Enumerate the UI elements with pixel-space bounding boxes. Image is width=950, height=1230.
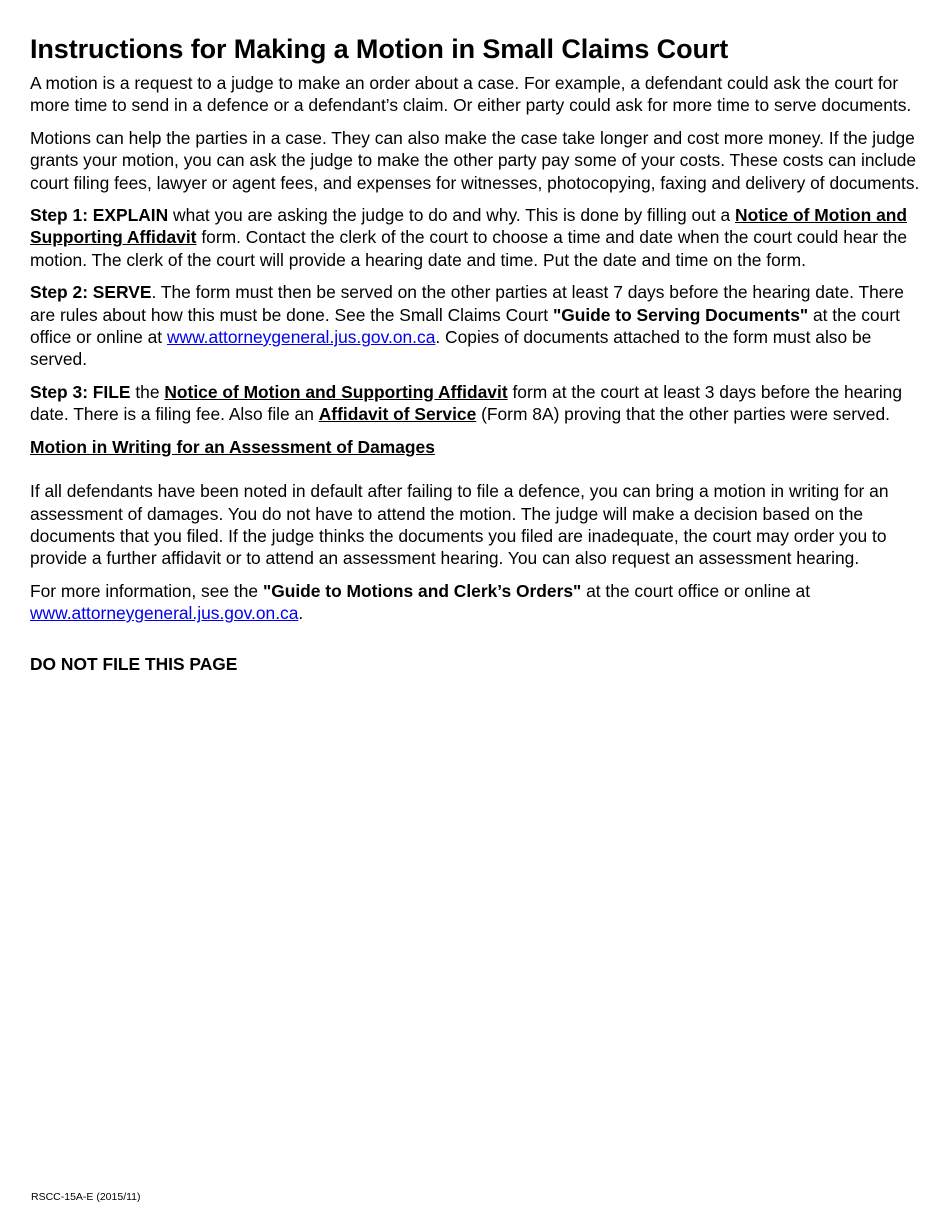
step-3-text-c: (Form 8A) proving that the other parties were served. bbox=[476, 404, 890, 425]
step-2-website-link[interactable]: www.attorneygeneral.jus.gov.on.ca bbox=[166, 327, 436, 348]
more-info-website-link[interactable]: www.attorneygeneral.jus.gov.on.ca bbox=[30, 603, 299, 624]
more-info-text-c: . bbox=[298, 603, 304, 624]
step-1-label: Step 1: EXPLAIN bbox=[30, 205, 169, 226]
step-3-paragraph bbox=[30, 381, 922, 426]
intro-paragraph-1: A motion is a request to a judge to make an order about a case. For example, a defendant could ask the court for more time to send in a defence or a defendant’s claim. Or either party could ask for more time to serve documents. bbox=[30, 73, 912, 116]
step-3-label: Step 3: FILE bbox=[30, 381, 131, 402]
do-not-file-notice: DO NOT FILE THIS PAGE bbox=[30, 653, 238, 674]
instructions-page bbox=[30, 30, 922, 685]
step-3-text-a: the bbox=[130, 381, 165, 402]
more-info-text-a: For more information, see the bbox=[30, 580, 263, 601]
step-3-text-b: form at the court at least 3 days before the hearing date. There is a filing fee. Also file an bbox=[30, 381, 903, 425]
step-1-text-a: what you are asking the judge to do and why. This is done by filling out a bbox=[168, 205, 736, 226]
step-3-form-name: Notice of Motion and Supporting Affidavit bbox=[164, 381, 508, 402]
assessment-paragraph: If all defendants have been noted in default after failing to file a defence, you can bring a motion in writing for an assessment of damages. You do not have to attend the motion. The judge will make a decision based on the documents that you filed. If the judge thinks the documents you filed are inadequate, the court may order you to provide a further affidavit or to attend an assessment hearing. You can also request an assessment hearing. bbox=[30, 481, 889, 569]
step-3-affidavit-name: Affidavit of Service bbox=[318, 404, 477, 425]
step-1-text-b: form. Contact the clerk of the court to choose a time and date when the court could hear the motion. The clerk of the court will provide a hearing date and time. Put the date and time on the form. bbox=[30, 227, 908, 270]
form-code: RSCC-15A-E (2015/11) bbox=[31, 1191, 141, 1203]
step-2-text-c: . Copies of documents attached to the form must also be served. bbox=[30, 327, 872, 370]
step-2-paragraph bbox=[30, 281, 922, 371]
more-info-text-b: at the court office or online at bbox=[581, 580, 811, 601]
more-info-paragraph bbox=[30, 580, 922, 625]
step-1-form-name: Notice of Motion and Supporting Affidavit bbox=[30, 205, 907, 248]
more-info-guide-name: "Guide to Motions and Clerk’s Orders" bbox=[262, 580, 582, 601]
step-2-text-a: . The form must then be served on the other parties at least 7 days before the hearing date. There are rules about how this must be done. See the Small Claims Court bbox=[30, 282, 904, 325]
assessment-heading: Motion in Writing for an Assessment of Damages bbox=[30, 436, 435, 457]
page-title: Instructions for Making a Motion in Small Claims Court bbox=[30, 34, 729, 64]
step-1-paragraph bbox=[30, 204, 922, 271]
step-2-label: Step 2: SERVE bbox=[30, 282, 152, 303]
intro-paragraph-2: Motions can help the parties in a case. They can also make the case take longer and cost more money. If the judge grants your motion, you can ask the judge to make the other party pay some of your costs. These costs can include court filing fees, lawyer or agent fees, and expenses for witnesses, photocopying, faxing and delivery of documents. bbox=[30, 127, 920, 193]
step-2-guide-name: "Guide to Serving Documents" bbox=[552, 304, 809, 325]
step-2-text-b: at the court office or online at bbox=[30, 304, 900, 348]
